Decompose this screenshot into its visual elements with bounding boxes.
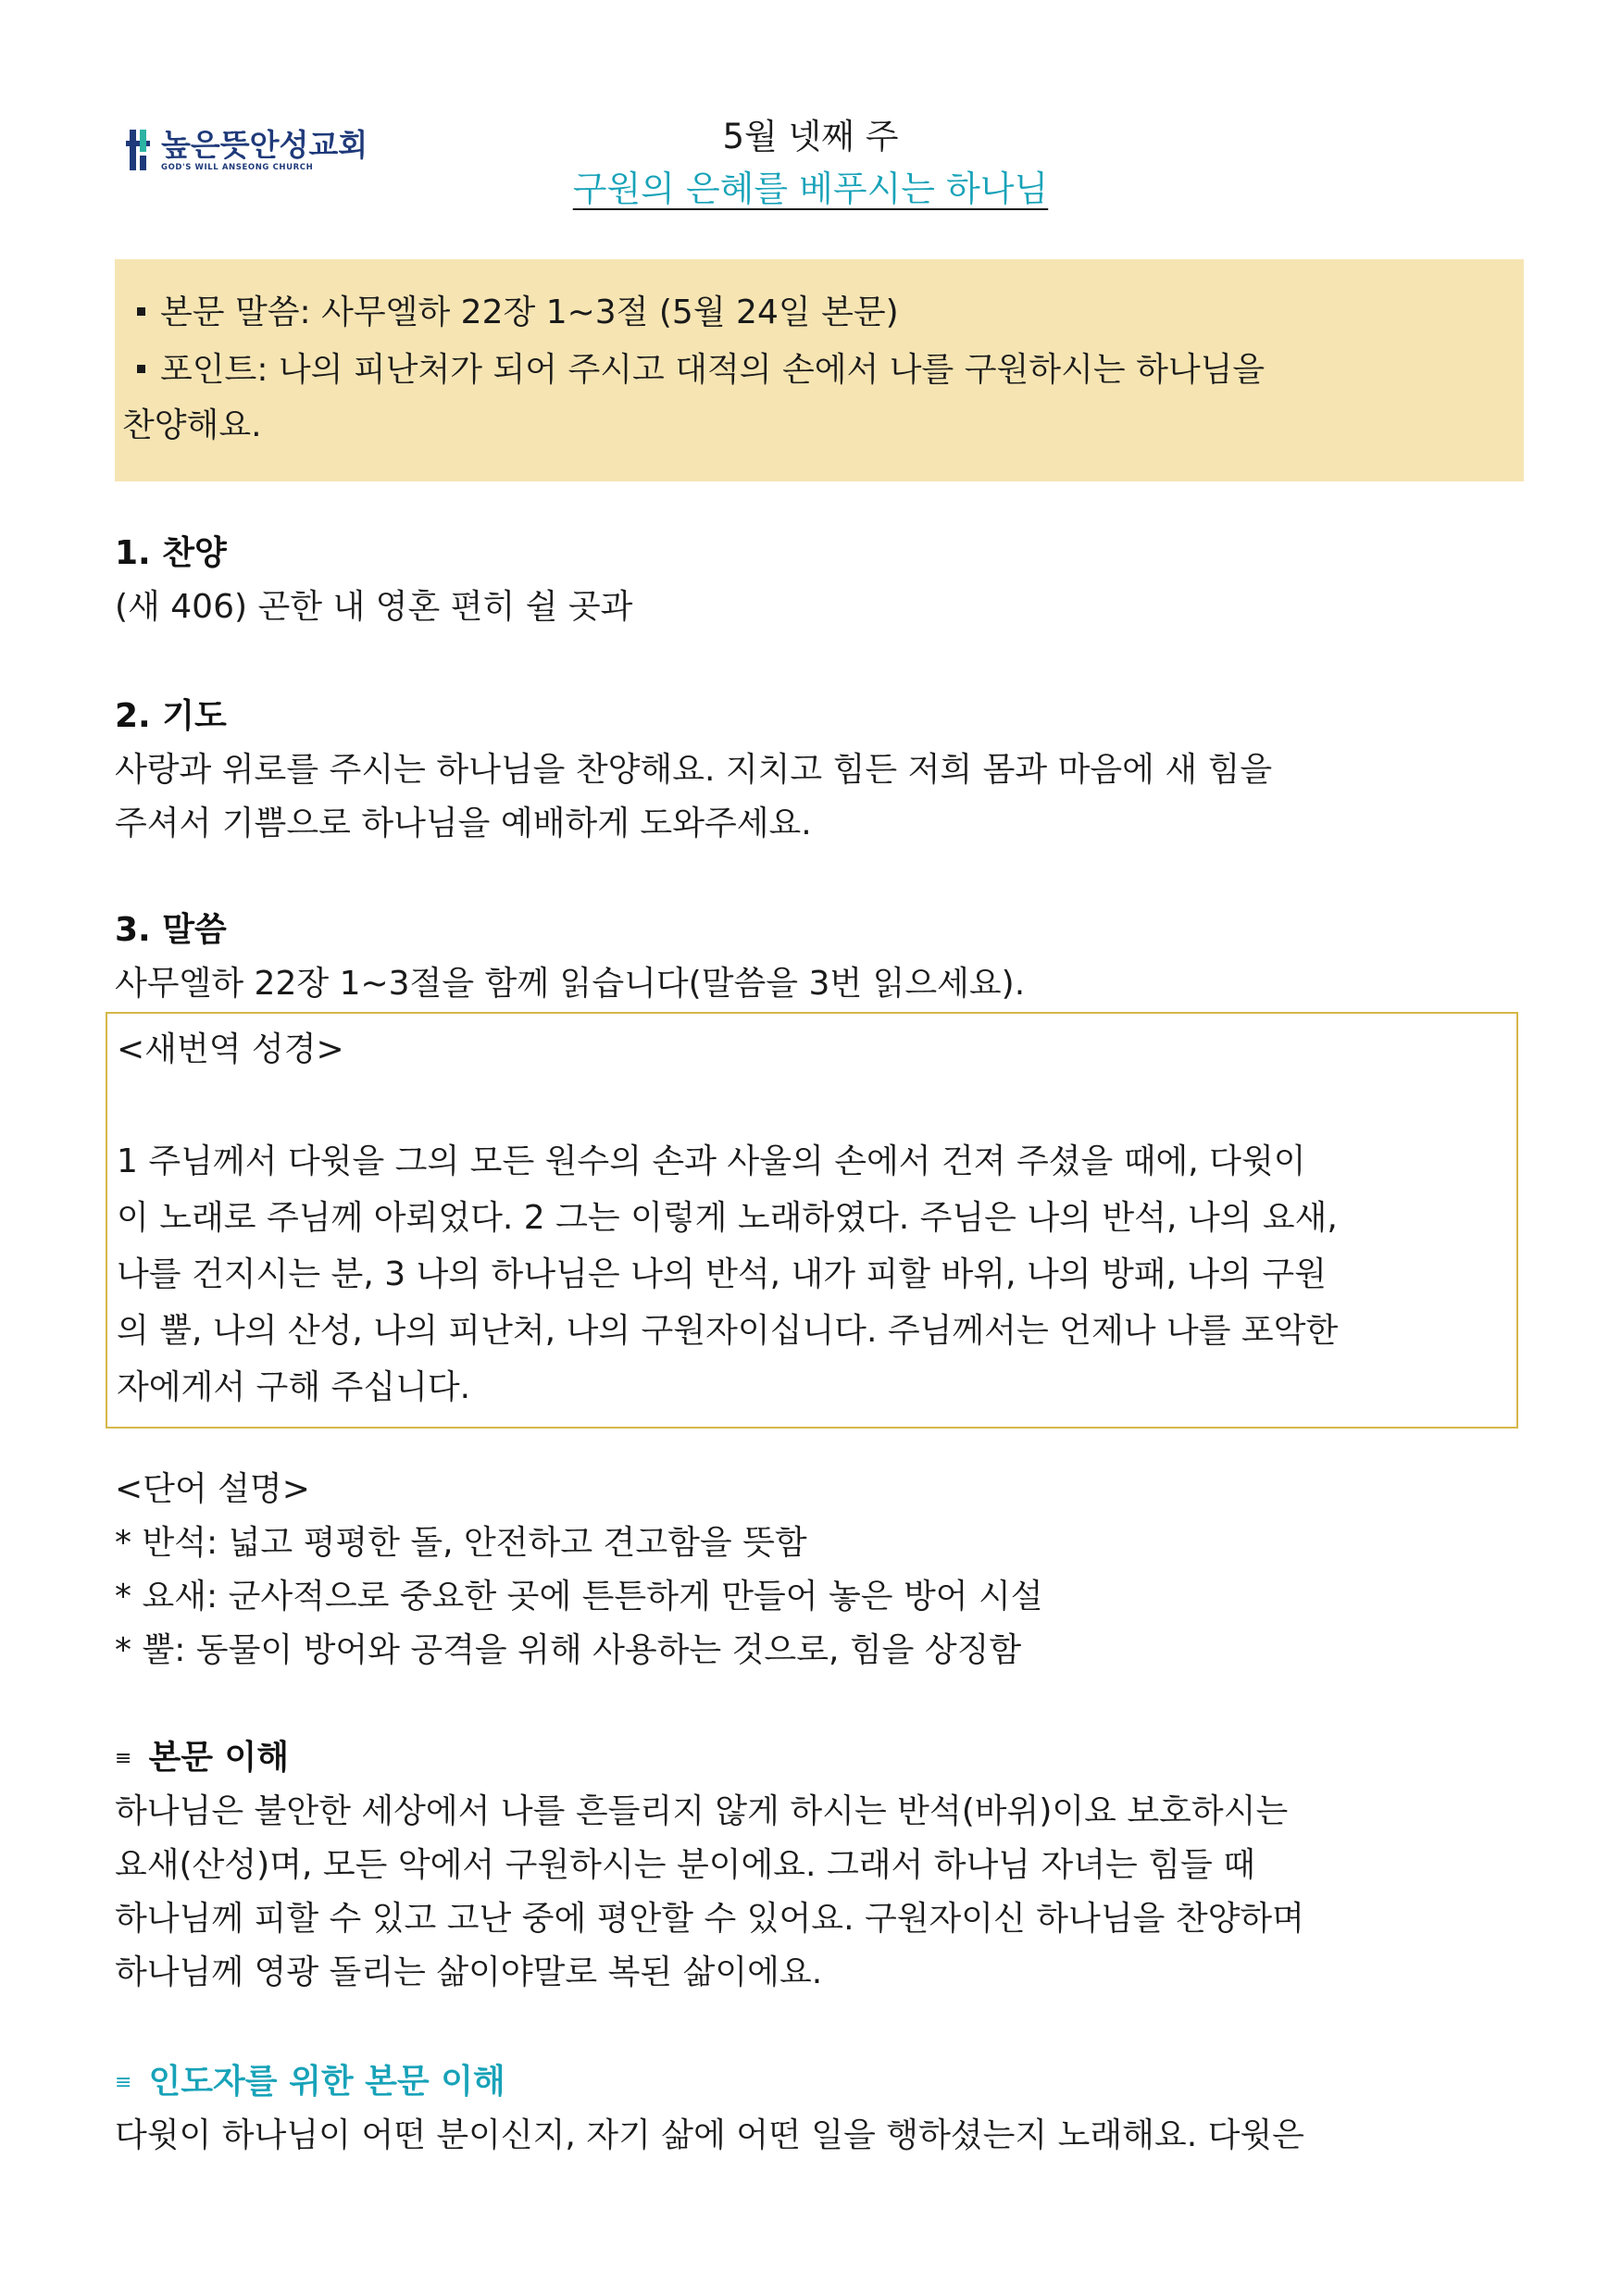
section-prayer-heading: 2. 기도 [115,697,227,735]
glossary-item: * 뿔: 동물이 방어와 공격을 위해 사용하는 것으로, 힘을 상징함 [115,1631,1022,1669]
bible-line: 나를 건지시는 분, 3 나의 하나님은 나의 반석, 내가 피할 바위, 나의 방패, 나의 구원 [117,1255,1327,1293]
understanding-line: 하나님께 피할 수 있고 고난 중에 평안할 수 있어요. 구원자이신 하나님을 찬양하며 [115,1900,1304,1938]
bible-text-box [106,1012,1518,1429]
glossary-heading: <단어 설명> [115,1470,310,1508]
section-word-heading: 3. 말씀 [115,911,227,949]
understanding-heading-text: 본문 이해 [148,1739,290,1777]
leader-heading-text: 인도자를 위한 본문 이해 [148,2063,505,2101]
triple-bar-icon: ≡ [115,2071,132,2094]
square-bullet-icon [137,365,145,373]
glossary-item: * 요새: 군사적으로 중요한 곳에 튼튼하게 만들어 놓은 방어 시설 [115,1578,1043,1616]
triple-bar-icon: ≡ [115,1747,132,1770]
bible-line: 의 뿔, 나의 산성, 나의 피난처, 나의 구원자이십니다. 주님께서는 언제나 나를 포악한 [117,1312,1339,1350]
summary-point-text: 포인트: 나의 피난처가 되어 주시고 대적의 손에서 나를 구원하시는 하나님을 [160,351,1266,389]
summary-point-cont: 찬양해요. [122,406,262,444]
bible-version: <새번역 성경> [117,1030,344,1068]
summary-point [124,343,1265,398]
understanding-line: 하나님께 영광 돌리는 삶이야말로 복된 삶이에요. [115,1953,823,1991]
understanding-line: 하나님은 불안한 세상에서 나를 흔들리지 않게 하시는 반석(바위)이요 보호하시는 [115,1792,1289,1830]
leader-line: 다윗이 하나님이 어떤 분이신지, 자기 삶에 어떤 일을 행하셨는지 노래해요. 다윗은 [115,2116,1304,2154]
section-prayer-line: 사랑과 위로를 주시는 하나님을 찬양해요. 지치고 힘든 저희 몸과 마음에 새 힘을 [115,751,1273,789]
leader-heading [115,2055,505,2110]
bible-line: 1 주님께서 다윗을 그의 모든 원수의 손과 사울의 손에서 건져 주셨을 때에, 다윗이 [117,1142,1306,1180]
summary-passage [124,285,899,341]
section-praise-heading: 1. 찬양 [115,534,227,572]
week-label: 5월 넷째 주 [722,117,899,156]
understanding-line: 요새(산성)며, 모든 악에서 구원하시는 분이에요. 그래서 하나님 자녀는 힘들 때 [115,1846,1256,1884]
logo-name-kr: 높은뜻안성교회 [161,127,368,163]
glossary-item: * 반석: 넓고 평평한 돌, 안전하고 견고함을 뜻함 [115,1524,807,1562]
logo-name-en: GOD'S WILL ANSEONG CHURCH [161,163,314,172]
summary-box [115,259,1524,481]
understanding-heading [115,1731,289,1786]
bible-line: 이 노래로 주님께 아뢰었다. 2 그는 이렇게 노래하였다. 주님은 나의 반석, 나의 요새, [117,1199,1338,1237]
page-title-text: 구원의 은혜를 베푸시는 하나님 [572,168,1049,209]
bible-line: 자에게서 구해 주십니다. [117,1368,471,1406]
section-word-instruction: 사무엘하 22장 1~3절을 함께 읽습니다(말씀을 3번 읽으세요). [115,965,1026,1003]
summary-passage-text: 본문 말씀: 사무엘하 22장 1~3절 (5월 24일 본문) [160,293,899,331]
section-prayer-line: 주셔서 기쁨으로 하나님을 예배하게 도와주세요. [115,805,812,842]
square-bullet-icon [137,307,145,316]
page-title [0,163,1621,215]
section-praise-text: (새 406) 곤한 내 영혼 편히 쉴 곳과 [115,588,633,626]
